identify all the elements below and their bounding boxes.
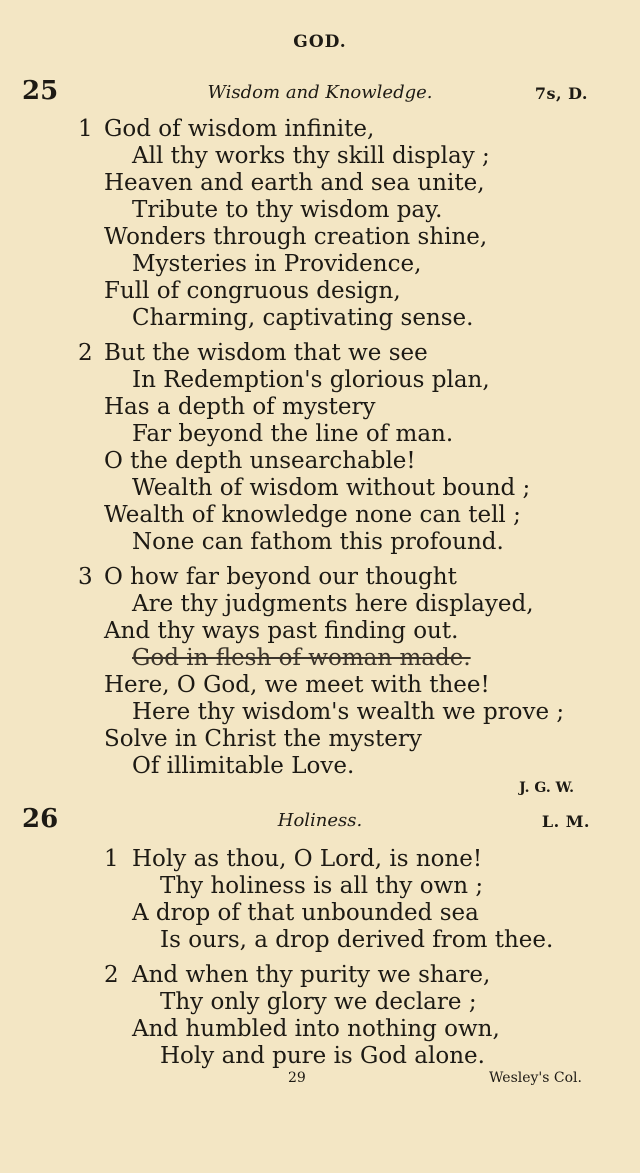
hymn-attribution: J. G. W.: [519, 780, 574, 796]
verse-line: God of wisdom infinite,: [104, 116, 375, 142]
verse-line: Thy holiness is all thy own ;: [160, 873, 484, 899]
hymn-title: Wisdom and Knowledge.: [207, 82, 433, 103]
verse-number: 2: [104, 962, 119, 988]
verse-number: 2: [78, 340, 93, 366]
verse-line: In Redemption's glorious plan,: [132, 367, 490, 393]
verse-line: But the wisdom that we see: [104, 340, 428, 366]
verse-line: Full of congruous design,: [104, 278, 401, 304]
hymn-number: 26: [22, 804, 59, 834]
verse-line: All thy works thy skill display ;: [132, 143, 490, 169]
hymn-meter: L. M.: [541, 812, 590, 831]
source-collection: Wesley's Col.: [489, 1070, 582, 1086]
verse-line: And humbled into nothing own,: [132, 1016, 500, 1042]
running-head: GOD.: [293, 32, 347, 52]
verse-line: Is ours, a drop derived from thee.: [160, 927, 554, 953]
page-number: 29: [288, 1070, 306, 1086]
verse-line: Of illimitable Love.: [132, 753, 355, 779]
verse-line: O how far beyond our thought: [104, 564, 457, 590]
hymn-26-heading: [0, 804, 640, 838]
struck-verse-line: God in flesh of woman made.: [132, 645, 471, 671]
hymn-meter: 7s, D.: [534, 84, 588, 103]
verse-line: Has a depth of mystery: [104, 394, 376, 420]
verse-line: Charming, captivating sense.: [132, 305, 474, 331]
hymn-25-heading: [0, 76, 640, 110]
verse-line: Wonders through creation shine,: [104, 224, 488, 250]
verse-line: Holy and pure is God alone.: [160, 1043, 485, 1069]
verse-line: Are thy judgments here displayed,: [132, 591, 534, 617]
verse-line: And thy ways past finding out.: [104, 618, 459, 644]
hymn-title: Holiness.: [277, 810, 363, 831]
verse-line: Mysteries in Providence,: [132, 251, 422, 277]
verse-line: Thy only glory we declare ;: [160, 989, 477, 1015]
verse-line: O the depth unsearchable!: [104, 448, 416, 474]
verse-line: And when thy purity we share,: [132, 962, 491, 988]
verse-line: None can fathom this profound.: [132, 529, 504, 555]
verse-line: Wealth of wisdom without bound ;: [132, 475, 531, 501]
verse-line: A drop of that unbounded sea: [132, 900, 479, 926]
verse-line: Here, O God, we meet with thee!: [104, 672, 490, 698]
hymn-number: 25: [22, 76, 59, 106]
verse-line: Wealth of knowledge none can tell ;: [104, 502, 521, 528]
verse-line: Tribute to thy wisdom pay.: [132, 197, 443, 223]
verse-line: Far beyond the line of man.: [132, 421, 454, 447]
verse-line: Holy as thou, O Lord, is none!: [132, 846, 483, 872]
verse-line: Here thy wisdom's wealth we prove ;: [132, 699, 565, 725]
verse-line: Solve in Christ the mystery: [104, 726, 422, 752]
verse-number: 1: [104, 846, 119, 872]
verse-number: 3: [78, 564, 93, 590]
verse-number: 1: [78, 116, 93, 142]
verse-line: Heaven and earth and sea unite,: [104, 170, 485, 196]
